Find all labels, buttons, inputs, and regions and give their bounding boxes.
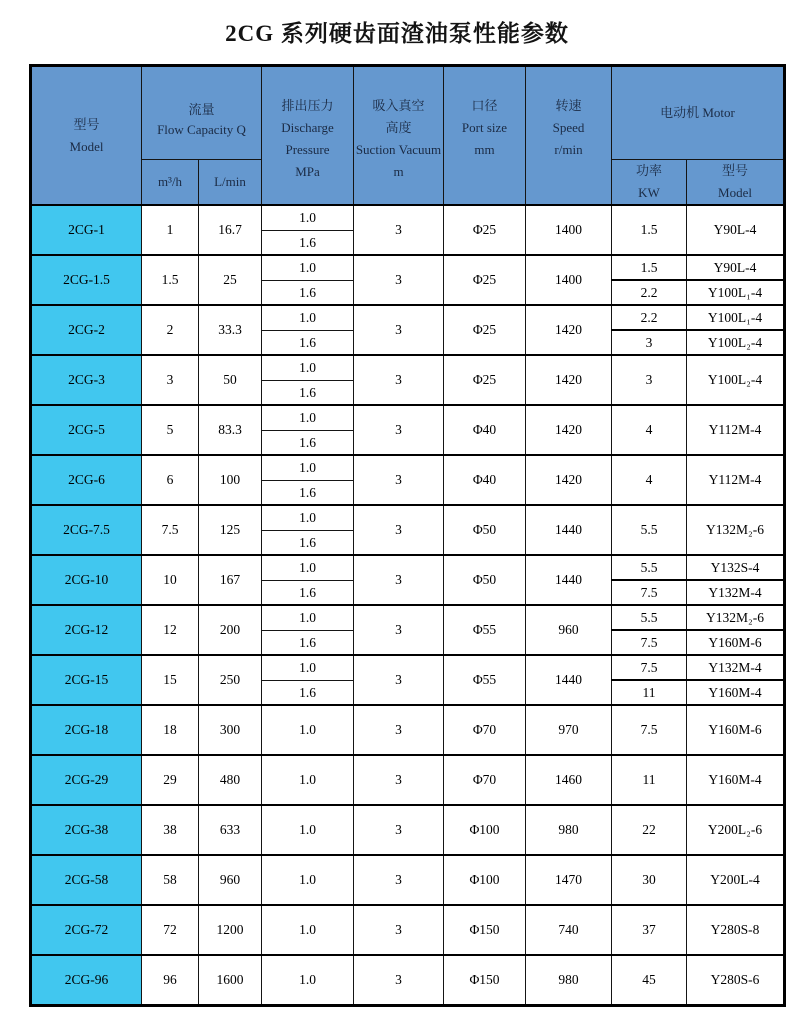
cell-motor-kw: 5.5 [612, 555, 687, 580]
cell-pressure: 1.0 [262, 755, 354, 805]
cell-motor-kw: 1.5 [612, 255, 687, 280]
cell-pressure: 1.0 [262, 905, 354, 955]
page-title: 2CG 系列硬齿面渣油泵性能参数 [225, 21, 569, 46]
cell-flow-lmin: 16.7 [199, 205, 262, 255]
cell-vacuum: 3 [354, 755, 444, 805]
cell-vacuum: 3 [354, 555, 444, 605]
header-line: Port size [461, 120, 508, 135]
cell-flow-lmin: 33.3 [199, 305, 262, 355]
cell-speed: 1420 [526, 305, 612, 355]
header-line: Pressure [285, 142, 330, 157]
cell-motor-kw: 22 [612, 805, 687, 855]
table-row [31, 255, 785, 280]
cell-port: Φ25 [444, 305, 526, 355]
cell-motor-kw: 7.5 [612, 705, 687, 755]
cell-model: 2CG-1.5 [31, 255, 142, 305]
table-row [31, 355, 785, 380]
cell-pressure: 1.0 [262, 555, 354, 580]
cell-port: Φ55 [444, 605, 526, 655]
cell-pressure: 1.0 [262, 205, 354, 230]
cell-flow-m3h: 58 [142, 855, 199, 905]
cell-motor-kw: 5.5 [612, 605, 687, 630]
cell-flow-m3h: 5 [142, 405, 199, 455]
header-line: Suction Vacuum [355, 142, 442, 157]
cell-model: 2CG-1 [31, 205, 142, 255]
cell-motor-model: Y100L₂-4 [687, 355, 785, 405]
cell-flow-m3h: 12 [142, 605, 199, 655]
cell-vacuum: 3 [354, 705, 444, 755]
cell-motor-kw: 11 [612, 755, 687, 805]
cell-pressure: 1.0 [262, 505, 354, 530]
table-row [31, 855, 785, 905]
cell-pressure: 1.0 [262, 705, 354, 755]
table-row [31, 305, 785, 330]
page [0, 15, 794, 1018]
cell-pressure: 1.6 [262, 530, 354, 555]
cell-pressure: 1.0 [262, 305, 354, 330]
cell-speed: 980 [526, 955, 612, 1005]
header-motor-group [612, 66, 785, 160]
cell-vacuum: 3 [354, 255, 444, 305]
table-row [31, 955, 785, 1005]
table-row [31, 905, 785, 955]
header-port [444, 66, 526, 206]
cell-motor-model: Y100L₂-4 [687, 330, 785, 355]
cell-motor-kw: 7.5 [612, 655, 687, 680]
cell-pressure: 1.0 [262, 455, 354, 480]
cell-flow-m3h: 3 [142, 355, 199, 405]
cell-flow-lmin: 960 [199, 855, 262, 905]
cell-pressure: 1.6 [262, 230, 354, 255]
cell-vacuum: 3 [354, 805, 444, 855]
cell-speed: 1420 [526, 355, 612, 405]
table-row [31, 555, 785, 580]
cell-motor-model: Y160M-6 [687, 630, 785, 655]
cell-speed: 1470 [526, 855, 612, 905]
cell-flow-m3h: 29 [142, 755, 199, 805]
header-model [31, 66, 142, 206]
cell-motor-model: Y132M₂-6 [687, 605, 785, 630]
cell-flow-lmin: 300 [199, 705, 262, 755]
cell-pressure: 1.0 [262, 255, 354, 280]
cell-port: Φ40 [444, 405, 526, 455]
header-line: mm [474, 142, 495, 157]
cell-flow-m3h: 6 [142, 455, 199, 505]
cell-pressure: 1.6 [262, 380, 354, 405]
cell-speed: 1440 [526, 555, 612, 605]
header-pressure [262, 66, 354, 206]
cell-motor-kw: 7.5 [612, 580, 687, 605]
cell-vacuum: 3 [354, 305, 444, 355]
header-speed [526, 66, 612, 206]
header-row-groups [31, 66, 785, 160]
cell-flow-lmin: 480 [199, 755, 262, 805]
cell-pressure: 1.6 [262, 580, 354, 605]
cell-vacuum: 3 [354, 205, 444, 255]
table-row [31, 805, 785, 855]
header-line: KW [638, 185, 660, 200]
cell-motor-kw: 2.2 [612, 305, 687, 330]
table-row [31, 655, 785, 680]
cell-pressure: 1.0 [262, 955, 354, 1005]
cell-port: Φ100 [444, 805, 526, 855]
cell-port: Φ25 [444, 205, 526, 255]
cell-motor-kw: 3 [612, 330, 687, 355]
table-body [31, 205, 785, 1005]
header-line: m [393, 164, 404, 179]
header-line: 功率 [635, 163, 662, 178]
cell-model: 2CG-6 [31, 455, 142, 505]
cell-motor-model: Y90L-4 [687, 255, 785, 280]
header-motor-kw [612, 160, 687, 206]
header-line: Speed [552, 120, 585, 135]
cell-motor-kw: 4 [612, 455, 687, 505]
cell-vacuum: 3 [354, 455, 444, 505]
cell-motor-kw: 7.5 [612, 630, 687, 655]
cell-motor-kw: 45 [612, 955, 687, 1005]
cell-model: 2CG-96 [31, 955, 142, 1005]
cell-motor-model: Y132M-4 [687, 580, 785, 605]
cell-motor-model: Y280S-8 [687, 905, 785, 955]
cell-model: 2CG-15 [31, 655, 142, 705]
cell-port: Φ100 [444, 855, 526, 905]
cell-vacuum: 3 [354, 955, 444, 1005]
table-row [31, 455, 785, 480]
header-line: MPa [295, 164, 320, 179]
header-line: 吸入真空 [372, 98, 425, 113]
cell-motor-model: Y132M₂-6 [687, 505, 785, 555]
cell-speed: 1400 [526, 255, 612, 305]
table-row [31, 755, 785, 805]
cell-motor-model: Y132S-4 [687, 555, 785, 580]
cell-port: Φ40 [444, 455, 526, 505]
cell-model: 2CG-18 [31, 705, 142, 755]
cell-speed: 1440 [526, 505, 612, 555]
cell-pressure: 1.6 [262, 630, 354, 655]
cell-model: 2CG-29 [31, 755, 142, 805]
cell-vacuum: 3 [354, 855, 444, 905]
cell-motor-model: Y160M-6 [687, 705, 785, 755]
cell-model: 2CG-7.5 [31, 505, 142, 555]
cell-flow-m3h: 1.5 [142, 255, 199, 305]
cell-pressure: 1.0 [262, 855, 354, 905]
cell-speed: 740 [526, 905, 612, 955]
cell-motor-model: Y200L₂-6 [687, 805, 785, 855]
header-line: 型号 [721, 163, 748, 178]
cell-speed: 970 [526, 705, 612, 755]
table-row [31, 705, 785, 755]
header-flow-group [142, 66, 262, 160]
cell-model: 2CG-12 [31, 605, 142, 655]
header-line: Flow Capacity Q [157, 122, 246, 137]
cell-speed: 1420 [526, 405, 612, 455]
cell-motor-model: Y160M-4 [687, 755, 785, 805]
cell-port: Φ150 [444, 955, 526, 1005]
cell-motor-kw: 3 [612, 355, 687, 405]
cell-flow-m3h: 18 [142, 705, 199, 755]
cell-port: Φ70 [444, 755, 526, 805]
cell-port: Φ150 [444, 905, 526, 955]
cell-flow-lmin: 25 [199, 255, 262, 305]
cell-motor-model: Y280S-6 [687, 955, 785, 1005]
cell-motor-model: Y200L-4 [687, 855, 785, 905]
cell-motor-model: Y100L₁-4 [687, 305, 785, 330]
header-line: 转速 [555, 98, 582, 113]
cell-vacuum: 3 [354, 655, 444, 705]
cell-speed: 1400 [526, 205, 612, 255]
cell-vacuum: 3 [354, 405, 444, 455]
cell-port: Φ25 [444, 355, 526, 405]
cell-pressure: 1.6 [262, 330, 354, 355]
cell-vacuum: 3 [354, 355, 444, 405]
cell-motor-kw: 4 [612, 405, 687, 455]
cell-flow-m3h: 2 [142, 305, 199, 355]
cell-motor-model: Y132M-4 [687, 655, 785, 680]
cell-flow-lmin: 1600 [199, 955, 262, 1005]
cell-motor-kw: 11 [612, 680, 687, 705]
cell-port: Φ50 [444, 505, 526, 555]
spec-table [29, 64, 786, 1007]
cell-motor-model: Y160M-4 [687, 680, 785, 705]
table-row [31, 505, 785, 530]
cell-motor-kw: 5.5 [612, 505, 687, 555]
cell-pressure: 1.6 [262, 680, 354, 705]
header-vacuum [354, 66, 444, 206]
cell-motor-kw: 2.2 [612, 280, 687, 305]
cell-motor-kw: 37 [612, 905, 687, 955]
cell-motor-model: Y112M-4 [687, 455, 785, 505]
table-row [31, 405, 785, 430]
cell-flow-m3h: 15 [142, 655, 199, 705]
cell-flow-m3h: 38 [142, 805, 199, 855]
cell-pressure: 1.6 [262, 430, 354, 455]
header-unit-m3h: m³/h [142, 160, 199, 206]
header-line: 流量 [188, 102, 215, 117]
cell-pressure: 1.0 [262, 605, 354, 630]
header-line: Discharge [281, 120, 334, 135]
header-line: 排出压力 [281, 98, 334, 113]
cell-flow-lmin: 250 [199, 655, 262, 705]
header-unit-lmin: L/min [199, 160, 262, 206]
table-row [31, 605, 785, 630]
table-header [31, 66, 785, 206]
cell-speed: 1420 [526, 455, 612, 505]
cell-speed: 1440 [526, 655, 612, 705]
cell-motor-model: Y112M-4 [687, 405, 785, 455]
cell-motor-kw: 1.5 [612, 205, 687, 255]
cell-model: 2CG-72 [31, 905, 142, 955]
cell-motor-kw: 30 [612, 855, 687, 905]
cell-flow-m3h: 10 [142, 555, 199, 605]
cell-pressure: 1.6 [262, 480, 354, 505]
cell-pressure: 1.0 [262, 405, 354, 430]
cell-flow-lmin: 633 [199, 805, 262, 855]
header-line: Model [69, 138, 104, 154]
cell-port: Φ50 [444, 555, 526, 605]
header-line: 口径 [471, 98, 498, 113]
cell-model: 2CG-10 [31, 555, 142, 605]
cell-flow-lmin: 50 [199, 355, 262, 405]
cell-flow-lmin: 200 [199, 605, 262, 655]
cell-port: Φ25 [444, 255, 526, 305]
header-line: 型号 [73, 116, 100, 132]
cell-motor-model: Y90L-4 [687, 205, 785, 255]
header-line: 电动机 Motor [660, 105, 735, 120]
header-motor-model [687, 160, 785, 206]
cell-model: 2CG-38 [31, 805, 142, 855]
cell-speed: 1460 [526, 755, 612, 805]
cell-flow-m3h: 72 [142, 905, 199, 955]
header-line: 高度 [385, 120, 412, 135]
cell-flow-lmin: 100 [199, 455, 262, 505]
cell-vacuum: 3 [354, 605, 444, 655]
cell-vacuum: 3 [354, 905, 444, 955]
cell-vacuum: 3 [354, 505, 444, 555]
cell-pressure: 1.0 [262, 655, 354, 680]
cell-model: 2CG-2 [31, 305, 142, 355]
header-line: Model [718, 185, 752, 200]
cell-port: Φ70 [444, 705, 526, 755]
cell-flow-m3h: 1 [142, 205, 199, 255]
cell-flow-lmin: 125 [199, 505, 262, 555]
cell-flow-m3h: 96 [142, 955, 199, 1005]
cell-pressure: 1.6 [262, 280, 354, 305]
header-line: r/min [554, 142, 583, 157]
cell-pressure: 1.0 [262, 805, 354, 855]
table-row [31, 205, 785, 230]
cell-pressure: 1.0 [262, 355, 354, 380]
cell-flow-lmin: 1200 [199, 905, 262, 955]
cell-speed: 980 [526, 805, 612, 855]
cell-flow-m3h: 7.5 [142, 505, 199, 555]
cell-flow-lmin: 167 [199, 555, 262, 605]
cell-port: Φ55 [444, 655, 526, 705]
cell-model: 2CG-58 [31, 855, 142, 905]
cell-flow-lmin: 83.3 [199, 405, 262, 455]
cell-model: 2CG-5 [31, 405, 142, 455]
cell-motor-model: Y100L₁-4 [687, 280, 785, 305]
cell-speed: 960 [526, 605, 612, 655]
cell-model: 2CG-3 [31, 355, 142, 405]
